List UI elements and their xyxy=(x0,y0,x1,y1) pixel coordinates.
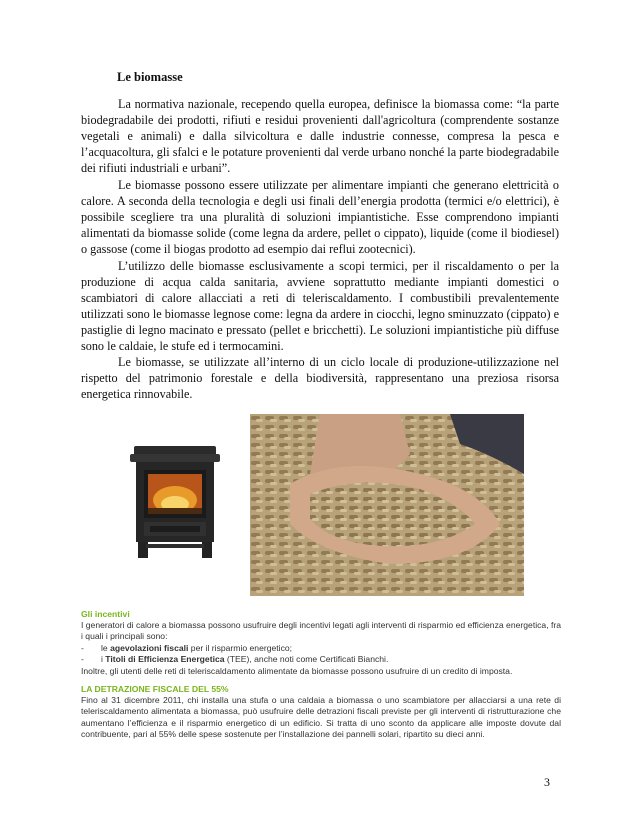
list-item-bold: Titoli di Efficienza Energetica xyxy=(105,654,225,665)
incentives-title: Gli incentivi xyxy=(81,609,130,619)
list-item-text: (TEE), anche noti come Certificati Bianchi. xyxy=(224,654,389,665)
pellets-in-hand-image xyxy=(250,414,524,596)
paragraph-text: Le biomasse, se utilizzate all’interno di un ciclo locale di produzione-utilizzazione nel rispetto del patrimonio forestale e della biodiversità, rappresentano una preziosa risorsa energetica rinnovabile. xyxy=(81,355,559,402)
list-item-text: i xyxy=(101,654,106,665)
tax-deduction-title: LA DETRAZIONE FISCALE DEL 55% xyxy=(81,684,229,694)
paragraph-uses xyxy=(81,177,559,257)
photo-strip xyxy=(120,414,524,596)
section-heading: Le biomasse xyxy=(117,70,183,84)
list-item xyxy=(81,654,561,665)
paragraph-text: La normativa nazionale, recependo quella europea, definisce la biomassa come: “la parte biodegradabile dei prodotti, rifiuti e residui provenienti dall'agricoltura (comprendente sostanze vegetali e animali) e dalla silvicoltura e dalle industrie connesse, compresa la pesca e l’acquacoltura, gli sfalci e le potature provenienti dal verde urbano nonché la parte biodegradabile dei rifiuti industriali e urbani”. xyxy=(81,97,559,176)
incentives-outro: Inoltre, gli utenti delle reti di teleriscaldamento alimentate da biomasse possono usufruire di un credito di imposta. xyxy=(81,665,513,676)
paragraph-text: L’utilizzo delle biomasse esclusivamente a scopi termici, per il riscaldamento o per la produzione di acqua calda sanitaria, avviene soprattutto mediante impianti domestici o scambiatori di calore allacciati a reti di teleriscaldamento. I combustibili prevalentemente utilizzati sono le biomasse legnose come: legna da ardere in ciocchi, legno sminuzzato (cippato) e pastiglie di legno macinato e pressato (pellet e bricchetti). Le soluzioni impiantistiche più diffuse sono le caldaie, le stufe ed i termocamini. xyxy=(81,259,559,354)
paragraph-renewable xyxy=(81,354,559,402)
paragraph-thermal xyxy=(81,258,559,355)
incentives-section xyxy=(81,620,561,677)
page-number: 3 xyxy=(544,775,550,789)
paragraph-definition xyxy=(81,96,559,176)
list-item xyxy=(81,643,561,654)
list-item-bold: agevolazioni fiscali xyxy=(110,642,189,653)
list-dash: - xyxy=(81,642,84,653)
list-item-text: per il risparmio energetico; xyxy=(188,642,293,653)
paragraph-text: Le biomasse possono essere utilizzate per alimentare impianti che generano elettricità o calore. A seconda della tecnologia e degli usi finali dell’energia prodotta (termici e/o elettrici), è possibile scegliere tra una pluralità di soluzioni impiantistiche. Esse comprendono impianti alimentati da biomasse solide (come legna da ardere, pellet o cippato), liquide (come il biodiesel) o gassose (come il biogas prodotto ad esempio dai reflui zootecnici). xyxy=(81,178,559,257)
list-item-text: le xyxy=(101,642,111,653)
wood-stove-image xyxy=(120,440,230,570)
incentives-intro: I generatori di calore a biomassa possono usufruire degli incentivi legati agli interventi di risparmio ed efficienza energetica, fra i quali i principali sono: xyxy=(81,620,561,642)
list-dash: - xyxy=(81,654,84,665)
tax-deduction-body: Fino al 31 dicembre 2011, chi installa una stufa o una caldaia a biomassa o uno scambiatore per allacciarsi a una rete di teleriscaldamento alimentata a biomassa, può usufruire delle detrazioni fiscali previste per gli interventi di ristrutturazione che aumentano l’efficienza e il risparmio energetico di un edificio. Si tratta di uno sconto da applicare alle imposte dovute dal contribuente, pari al 55% delle spese sostenute per l’installazione dei pannelli solari, ripartito su dieci anni. xyxy=(81,695,561,740)
